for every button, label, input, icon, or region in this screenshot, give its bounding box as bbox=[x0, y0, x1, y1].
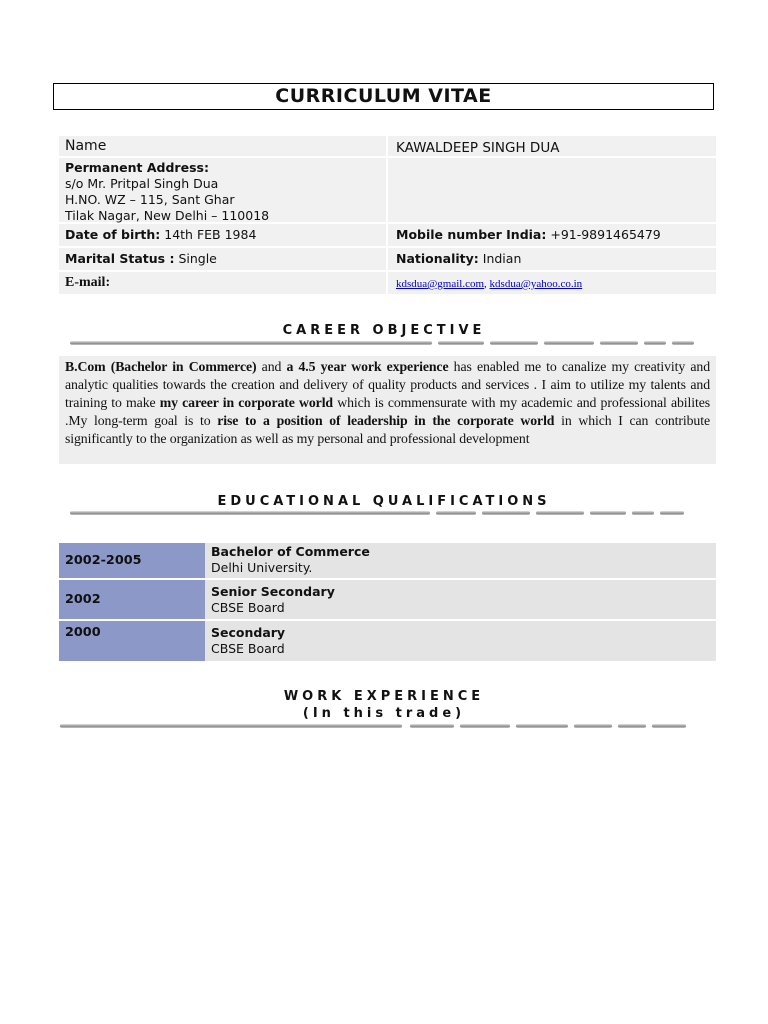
objective-text-run: and bbox=[256, 359, 287, 374]
address-label: Permanent Address: bbox=[65, 160, 209, 175]
name-value: KAWALDEEP SINGH DUA bbox=[386, 136, 716, 156]
mobile-cell bbox=[386, 224, 716, 246]
education-row bbox=[59, 621, 716, 661]
email-separator: , bbox=[484, 278, 490, 290]
email-label: E-mail: bbox=[65, 275, 111, 290]
dob-value: 14th FEB 1984 bbox=[164, 227, 257, 242]
address-cell bbox=[59, 158, 386, 222]
education-row bbox=[59, 543, 716, 580]
mobile-label: Mobile number India: bbox=[396, 227, 547, 242]
education-detail bbox=[205, 621, 716, 661]
education-institution: CBSE Board bbox=[211, 641, 285, 656]
marital-label: Marital Status : bbox=[65, 251, 175, 266]
education-institution: Delhi University. bbox=[211, 560, 313, 575]
nationality-cell bbox=[386, 248, 716, 270]
email-cell bbox=[386, 272, 716, 294]
education-row bbox=[59, 580, 716, 621]
address-line: Tilak Nagar, New Delhi – 110018 bbox=[65, 208, 270, 223]
work-experience-heading bbox=[0, 688, 768, 722]
objective-emphasis: rise to a position of leadership in the corporate world bbox=[217, 413, 555, 428]
marital-value: Single bbox=[178, 251, 217, 266]
career-objective-text bbox=[59, 356, 716, 464]
education-degree: Senior Secondary bbox=[211, 584, 335, 599]
work-experience-title: WORK EXPERIENCE bbox=[283, 689, 485, 704]
mobile-value: +91-9891465479 bbox=[550, 227, 661, 242]
education-heading: EDUCATIONAL QUALIFICATIONS bbox=[217, 494, 551, 509]
nationality-label: Nationality: bbox=[396, 251, 479, 266]
education-table bbox=[59, 543, 716, 661]
education-detail bbox=[205, 543, 716, 578]
education-institution: CBSE Board bbox=[211, 600, 285, 615]
education-year: 2002-2005 bbox=[59, 543, 205, 578]
objective-emphasis: a 4.5 year work experience bbox=[286, 359, 449, 374]
objective-emphasis: B.Com (Bachelor in Commerce) bbox=[65, 359, 257, 374]
career-objective-heading: CAREER OBJECTIVE bbox=[282, 323, 486, 338]
objective-text-run: which is commensurate with my academic and professional abilites .My long-term goal is to bbox=[65, 395, 711, 428]
marital-cell bbox=[59, 248, 386, 270]
education-year: 2000 bbox=[59, 621, 205, 661]
address-empty-cell bbox=[386, 158, 716, 222]
email-link-gmail[interactable]: kdsdua@gmail.com bbox=[396, 278, 485, 290]
nationality-value: Indian bbox=[482, 251, 522, 266]
name-label: Name bbox=[65, 138, 107, 154]
objective-text-run: in which I can contribute significantly to the organization as well as my personal and professional development bbox=[65, 413, 710, 446]
work-experience-subtitle: (In this trade) bbox=[302, 706, 466, 721]
address-line: H.NO. WZ – 115, Sant Ghar bbox=[65, 192, 235, 207]
education-degree: Secondary bbox=[211, 625, 286, 640]
email-link-yahoo[interactable]: kdsdua@yahoo.co.in bbox=[489, 278, 583, 290]
education-detail bbox=[205, 580, 716, 619]
education-year: 2002 bbox=[59, 580, 205, 619]
objective-text-run: has enabled me to canalize my creativity and analytic qualities towards the creation and delivery of quality products and services . I aim to utilize my talents and training to make bbox=[65, 359, 710, 410]
cv-title: CURRICULUM VITAE bbox=[53, 83, 714, 110]
dob-cell bbox=[59, 224, 386, 246]
address-line: s/o Mr. Pritpal Singh Dua bbox=[65, 176, 219, 191]
education-degree: Bachelor of Commerce bbox=[211, 544, 370, 559]
objective-emphasis: my career in corporate world bbox=[159, 395, 333, 410]
personal-details-table bbox=[59, 136, 716, 294]
dob-label: Date of birth: bbox=[65, 227, 161, 242]
